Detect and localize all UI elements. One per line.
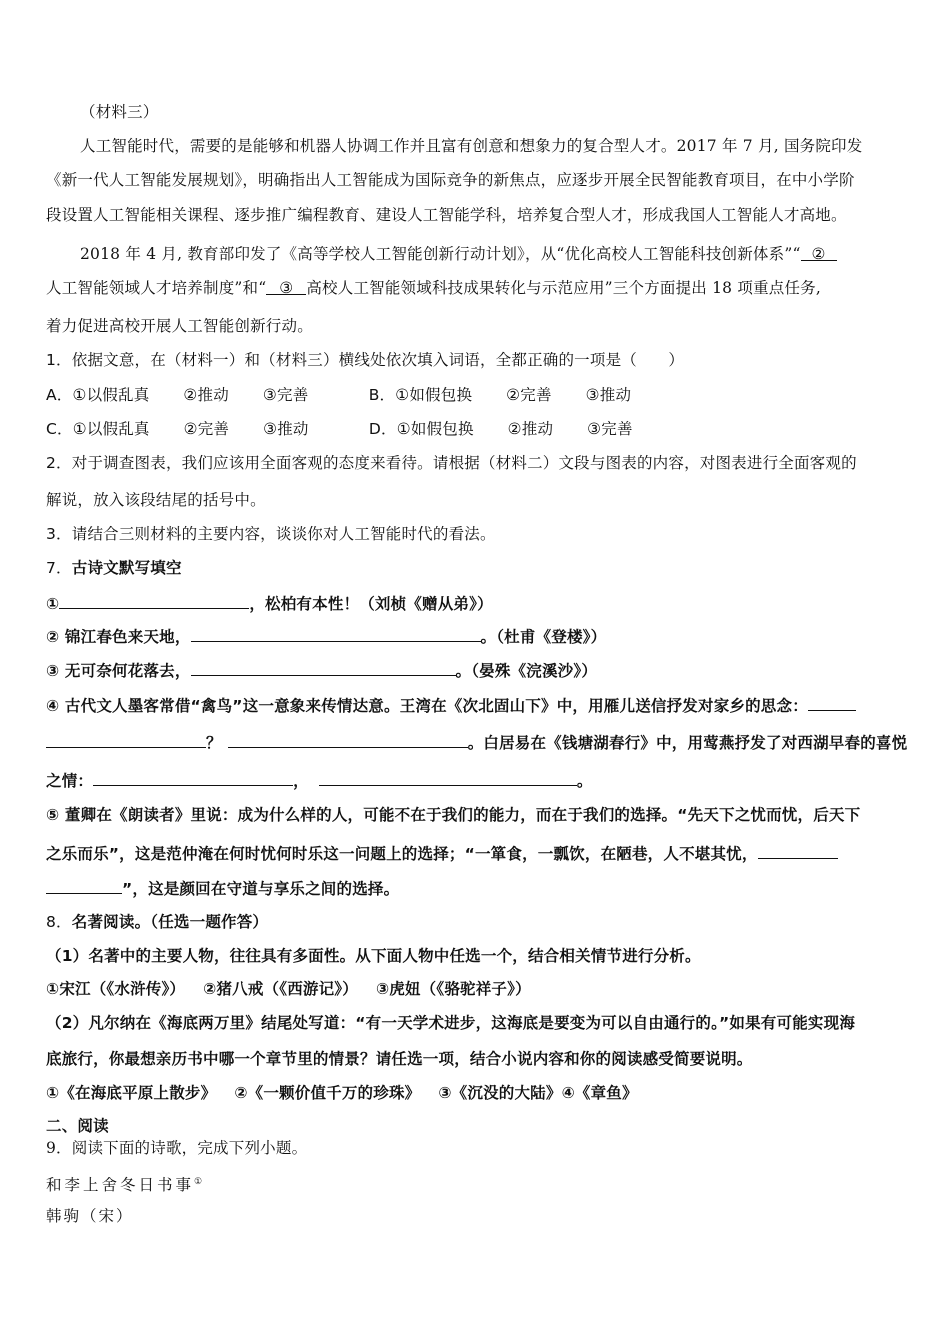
material3-paragraph2-line3: 着力促进高校开展人工智能创新行动。 bbox=[46, 317, 313, 335]
material3-paragraph1-line3: 段设置人工智能相关课程、逐步推广编程教育、建设人工智能学科，培养复合型人才，形成我国人工智能人才高地。 bbox=[46, 206, 847, 224]
material3-paragraph2-line1 bbox=[80, 244, 837, 264]
question-8-sub2-choices bbox=[46, 1083, 638, 1103]
material3-paragraph1-line1: 人工智能时代，需要的是能够和机器人协调工作并且富有创意和想象力的复合型人才。2017 年 7 月, 国务院印发 bbox=[80, 137, 863, 155]
chapter-choice-1[interactable]: ①《在海底平原上散步》 bbox=[46, 1084, 217, 1102]
footnote-marker: ① bbox=[194, 1177, 206, 1187]
answer-blank-4c[interactable] bbox=[93, 769, 293, 786]
poem-fill-3: ③ 无可奈何花落去， 。（晏殊《浣溪沙》） bbox=[46, 659, 597, 681]
poem-fill-4-line3: 之情： ， 。 bbox=[46, 769, 593, 791]
poem-fill-5-line2: 之乐而乐”，这是范仲淹在何时忧何时乐这一问题上的选择；“一箪食，一瓢饮，在陋巷，人不堪其忧， bbox=[46, 842, 838, 864]
option-d[interactable]: D．①如假包换 ②推动 ③完善 bbox=[368, 420, 633, 438]
option-c[interactable]: C．①以假乱真 ②完善 ③推动 bbox=[46, 420, 309, 438]
question-8-title: 8．名著阅读。（任选一题作答） bbox=[46, 913, 269, 931]
option-a[interactable]: A．①以假乱真 ②推动 ③完善 bbox=[46, 386, 309, 404]
question-3: 3．请结合三则材料的主要内容，谈谈你对人工智能时代的看法。 bbox=[46, 525, 496, 543]
character-choice-2[interactable]: ②猪八戒（《西游记》） bbox=[203, 980, 358, 998]
section-2-heading: 二、阅读 bbox=[46, 1117, 109, 1135]
answer-blank-4a-cont[interactable] bbox=[46, 731, 206, 748]
character-choice-1[interactable]: ①宋江（《水浒传》） bbox=[46, 980, 186, 998]
answer-blank-2[interactable] bbox=[191, 625, 481, 642]
fill-blank-3[interactable]: ③ bbox=[266, 278, 306, 295]
question-8-sub1: （1）名著中的主要人物，往往具有多面性。从下面人物中任选一个，结合相关情节进行分析。 bbox=[46, 947, 701, 965]
poem-fill-2: ② 锦江春色来天地， 。（杜甫《登楼》） bbox=[46, 625, 606, 647]
question-8-sub1-choices bbox=[46, 979, 531, 999]
question-2-line1: 2．对于调查图表，我们应该用全面客观的态度来看待。请根据（材料二）文段与图表的内容，对图表进行全面客观的 bbox=[46, 454, 857, 472]
answer-blank-5a-cont[interactable] bbox=[46, 877, 122, 894]
question-2-line2: 解说，放入该段结尾的括号中。 bbox=[46, 491, 266, 509]
paragraph2-text-b: 人工智能领域人才培养制度”和“ bbox=[46, 279, 267, 297]
poem-fill-4-line1: ④ 古代文人墨客常借“禽鸟”这一意象来传情达意。王湾在《次北固山下》中，用雁儿送信抒发对家乡的思念： bbox=[46, 694, 856, 716]
material3-paragraph2-line2 bbox=[46, 278, 821, 298]
question-8-sub2-line2: 底旅行，你最想亲历书中哪一个章节里的情景？请任选一项，结合小说内容和你的阅读感受简要说明。 bbox=[46, 1050, 753, 1068]
material3-paragraph1-line2: 《新一代人工智能发展规划》，明确指出人工智能成为国际竞争的新焦点，应逐步开展全民智能教育项目，在中小学阶 bbox=[46, 171, 855, 189]
question-1-stem: 1．依据文意，在（材料一）和（材料三）横线处依次填入词语，全都正确的一项是（ ） bbox=[46, 351, 685, 369]
answer-blank-3[interactable] bbox=[191, 659, 456, 676]
poem-fill-5-line1: ⑤ 董卿在《朗读者》里说：成为什么样的人，可能不在于我们的能力，而在于我们的选择。“先天下之忧而忧，后天下 bbox=[46, 806, 861, 824]
question-8-sub2-line1: （2）凡尔纳在《海底两万里》结尾处写道：“有一天学术进步，这海底是要变为可以自由通行的。”如果有可能实现海 bbox=[46, 1014, 856, 1032]
poem-fill-1: ① ，松柏有本性！（刘桢《赠从弟》） bbox=[46, 592, 493, 614]
answer-blank-1[interactable] bbox=[59, 592, 249, 609]
chapter-choice-3-4[interactable]: ③《沉没的大陆》④《章鱼》 bbox=[438, 1084, 638, 1102]
question-1-options-row-cd bbox=[46, 419, 633, 439]
fill-blank-2[interactable]: ② bbox=[801, 244, 837, 261]
question-9-stem: 9．阅读下面的诗歌，完成下列小题。 bbox=[46, 1139, 308, 1157]
answer-blank-4b[interactable] bbox=[228, 731, 468, 748]
paragraph2-text-c: 高校人工智能领域科技成果转化与示范应用”三个方面提出 18 项重点任务, bbox=[306, 279, 821, 297]
answer-blank-4d[interactable] bbox=[319, 769, 577, 786]
answer-blank-4a[interactable] bbox=[808, 694, 856, 711]
poem-author: 韩驹（宋） bbox=[46, 1207, 134, 1225]
poem-fill-4-line2: ？ 。白居易在《钱塘湖春行》中，用莺燕抒发了对西湖早春的喜悦 bbox=[46, 731, 907, 753]
material3-heading: （材料三） bbox=[80, 103, 159, 121]
question-7-title: 7．古诗文默写填空 bbox=[46, 559, 182, 577]
chapter-choice-2[interactable]: ②《一颗价值千万的珍珠》 bbox=[234, 1084, 421, 1102]
character-choice-3[interactable]: ③虎妞（《骆驼祥子》） bbox=[375, 980, 531, 998]
paragraph2-text-a: 2018 年 4 月, 教育部印发了《高等学校人工智能创新行动计划》，从“优化高校人工智能科技创新体系”“ bbox=[80, 245, 801, 263]
poem-fill-5-line3: ”，这是颜回在守道与享乐之间的选择。 bbox=[46, 877, 399, 899]
answer-blank-5a[interactable] bbox=[758, 842, 838, 859]
option-b[interactable]: B．①如假包换 ②完善 ③推动 bbox=[368, 386, 632, 404]
question-1-options-row-ab bbox=[46, 385, 631, 405]
poem-title: 和李上舍冬日书事① bbox=[46, 1176, 206, 1195]
